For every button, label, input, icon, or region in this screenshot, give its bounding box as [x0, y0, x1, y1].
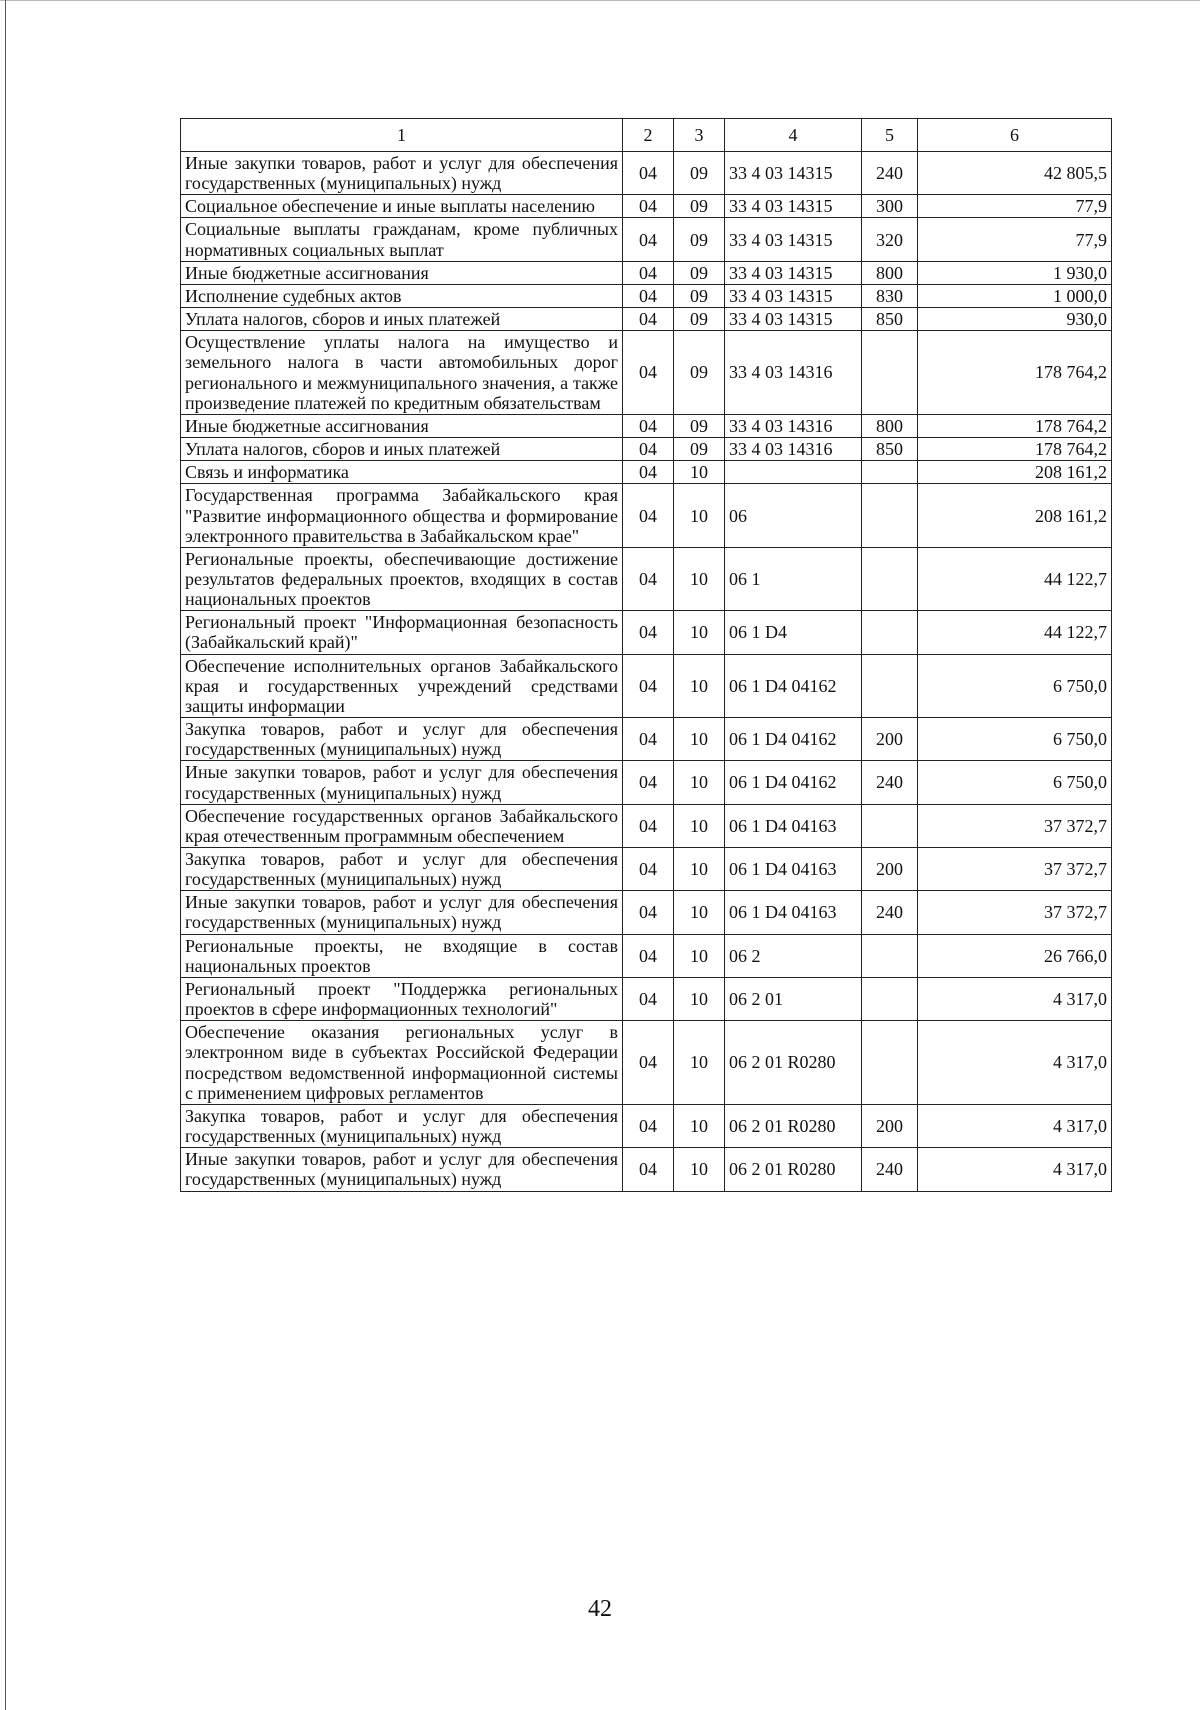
row-expense-type [862, 547, 918, 610]
row-name: Закупка товаров, работ и услуг для обеспечения государственных (муниципальных) нужд [181, 718, 623, 761]
table-body [181, 152, 1112, 1192]
row-target-code: 06 2 01 R0280 [725, 1148, 862, 1191]
table-row [181, 261, 1112, 284]
row-amount: 4 317,0 [918, 977, 1112, 1020]
row-subsection: 09 [674, 414, 725, 437]
row-target-code: 06 1 D4 04162 [725, 718, 862, 761]
row-name: Обеспечение государственных органов Забайкальского края отечественным программным обеспечением [181, 804, 623, 847]
row-name: Иные бюджетные ассигнования [181, 414, 623, 437]
row-amount: 1 000,0 [918, 284, 1112, 307]
table-row [181, 654, 1112, 717]
row-subsection: 09 [674, 261, 725, 284]
row-amount: 37 372,7 [918, 848, 1112, 891]
row-subsection: 10 [674, 611, 725, 654]
row-section: 04 [623, 848, 674, 891]
table-row [181, 977, 1112, 1020]
header-col-6: 6 [918, 119, 1112, 152]
row-target-code: 33 4 03 14315 [725, 308, 862, 331]
row-expense-type [862, 1021, 918, 1105]
row-section: 04 [623, 654, 674, 717]
row-target-code: 06 2 [725, 934, 862, 977]
row-amount: 26 766,0 [918, 934, 1112, 977]
row-amount: 178 764,2 [918, 414, 1112, 437]
row-expense-type: 300 [862, 195, 918, 218]
row-subsection: 10 [674, 484, 725, 547]
row-amount: 77,9 [918, 195, 1112, 218]
row-subsection: 09 [674, 152, 725, 195]
table-row [181, 761, 1112, 804]
row-expense-type [862, 484, 918, 547]
row-target-code: 06 [725, 484, 862, 547]
row-name: Обеспечение оказания региональных услуг в электронном виде в субъектах Российской Федерации посредством ведомственной информационной системы с применением цифровых регламентов [181, 1021, 623, 1105]
row-amount: 4 317,0 [918, 1021, 1112, 1105]
row-amount: 4 317,0 [918, 1104, 1112, 1147]
row-target-code: 33 4 03 14315 [725, 284, 862, 307]
row-section: 04 [623, 761, 674, 804]
row-name: Социальные выплаты гражданам, кроме публичных нормативных социальных выплат [181, 218, 623, 261]
row-section: 04 [623, 438, 674, 461]
row-amount: 44 122,7 [918, 547, 1112, 610]
table-row [181, 195, 1112, 218]
row-name: Региональные проекты, не входящие в состав национальных проектов [181, 934, 623, 977]
row-name: Связь и информатика [181, 461, 623, 484]
row-section: 04 [623, 261, 674, 284]
row-subsection: 09 [674, 331, 725, 415]
row-section: 04 [623, 934, 674, 977]
row-subsection: 10 [674, 848, 725, 891]
table-row [181, 934, 1112, 977]
table-row [181, 547, 1112, 610]
row-section: 04 [623, 718, 674, 761]
table-row [181, 484, 1112, 547]
table-row [181, 1104, 1112, 1147]
row-target-code: 06 1 D4 04162 [725, 654, 862, 717]
row-section: 04 [623, 461, 674, 484]
row-name: Региональный проект "Информационная безопасность (Забайкальский край)" [181, 611, 623, 654]
row-expense-type: 320 [862, 218, 918, 261]
table-row [181, 331, 1112, 415]
table-row [181, 718, 1112, 761]
table-row [181, 461, 1112, 484]
row-target-code: 06 2 01 R0280 [725, 1021, 862, 1105]
row-section: 04 [623, 218, 674, 261]
header-col-4: 4 [725, 119, 862, 152]
row-section: 04 [623, 977, 674, 1020]
row-name: Государственная программа Забайкальского края "Развитие информационного общества и формирование электронного правительства в Забайкальском крае" [181, 484, 623, 547]
row-target-code: 06 1 D4 04163 [725, 848, 862, 891]
row-expense-type: 800 [862, 414, 918, 437]
scan-edge-left [5, 0, 6, 1710]
row-expense-type: 850 [862, 438, 918, 461]
row-name: Иные закупки товаров, работ и услуг для обеспечения государственных (муниципальных) нужд [181, 152, 623, 195]
table-row [181, 1021, 1112, 1105]
row-name: Иные закупки товаров, работ и услуг для обеспечения государственных (муниципальных) нужд [181, 891, 623, 934]
table-header-row [181, 119, 1112, 152]
row-target-code: 33 4 03 14316 [725, 438, 862, 461]
row-expense-type: 850 [862, 308, 918, 331]
row-section: 04 [623, 414, 674, 437]
row-subsection: 10 [674, 654, 725, 717]
row-section: 04 [623, 484, 674, 547]
row-expense-type: 200 [862, 1104, 918, 1147]
row-section: 04 [623, 308, 674, 331]
row-amount: 37 372,7 [918, 891, 1112, 934]
table-row [181, 152, 1112, 195]
row-expense-type [862, 611, 918, 654]
row-section: 04 [623, 611, 674, 654]
row-section: 04 [623, 804, 674, 847]
table-row [181, 804, 1112, 847]
row-amount: 42 805,5 [918, 152, 1112, 195]
row-expense-type [862, 804, 918, 847]
row-expense-type [862, 331, 918, 415]
row-amount: 178 764,2 [918, 331, 1112, 415]
row-target-code: 33 4 03 14315 [725, 218, 862, 261]
row-subsection: 10 [674, 1104, 725, 1147]
row-amount: 1 930,0 [918, 261, 1112, 284]
header-col-1: 1 [181, 119, 623, 152]
row-amount: 37 372,7 [918, 804, 1112, 847]
header-col-3: 3 [674, 119, 725, 152]
row-subsection: 10 [674, 547, 725, 610]
row-expense-type: 800 [862, 261, 918, 284]
row-subsection: 10 [674, 718, 725, 761]
table-row [181, 611, 1112, 654]
row-target-code: 06 1 D4 [725, 611, 862, 654]
table-row [181, 891, 1112, 934]
row-name: Уплата налогов, сборов и иных платежей [181, 438, 623, 461]
row-target-code: 06 2 01 [725, 977, 862, 1020]
row-amount: 4 317,0 [918, 1148, 1112, 1191]
row-subsection: 10 [674, 1148, 725, 1191]
budget-table [180, 118, 1112, 1192]
table-row [181, 308, 1112, 331]
row-target-code: 06 1 D4 04163 [725, 804, 862, 847]
row-subsection: 09 [674, 308, 725, 331]
row-subsection: 10 [674, 977, 725, 1020]
row-section: 04 [623, 1104, 674, 1147]
table-row [181, 438, 1112, 461]
row-subsection: 10 [674, 1021, 725, 1105]
row-subsection: 10 [674, 934, 725, 977]
row-subsection: 10 [674, 761, 725, 804]
header-col-2: 2 [623, 119, 674, 152]
row-target-code: 06 2 01 R0280 [725, 1104, 862, 1147]
row-amount: 77,9 [918, 218, 1112, 261]
scan-edge-top [0, 0, 1200, 7]
row-expense-type [862, 461, 918, 484]
row-subsection: 09 [674, 438, 725, 461]
row-expense-type: 240 [862, 761, 918, 804]
table-row [181, 414, 1112, 437]
row-name: Обеспечение исполнительных органов Забайкальского края и государственных учреждений средствами защиты информации [181, 654, 623, 717]
row-section: 04 [623, 195, 674, 218]
row-target-code: 33 4 03 14316 [725, 414, 862, 437]
header-col-5: 5 [862, 119, 918, 152]
row-expense-type [862, 977, 918, 1020]
row-name: Осуществление уплаты налога на имущество и земельного налога в части автомобильных дорог регионального и межмуниципального значения, а также произведение платежей по кредитным обязательствам [181, 331, 623, 415]
row-amount: 930,0 [918, 308, 1112, 331]
row-section: 04 [623, 891, 674, 934]
row-amount: 178 764,2 [918, 438, 1112, 461]
row-amount: 44 122,7 [918, 611, 1112, 654]
row-name: Региональный проект "Поддержка региональных проектов в сфере информационных технологий" [181, 977, 623, 1020]
row-name: Социальное обеспечение и иные выплаты населению [181, 195, 623, 218]
table-row [181, 848, 1112, 891]
row-amount: 6 750,0 [918, 761, 1112, 804]
row-name: Закупка товаров, работ и услуг для обеспечения государственных (муниципальных) нужд [181, 1104, 623, 1147]
row-subsection: 10 [674, 804, 725, 847]
row-target-code: 33 4 03 14315 [725, 261, 862, 284]
row-subsection: 10 [674, 461, 725, 484]
row-section: 04 [623, 152, 674, 195]
table-row [181, 218, 1112, 261]
row-expense-type: 200 [862, 718, 918, 761]
row-target-code: 33 4 03 14316 [725, 331, 862, 415]
row-name: Иные закупки товаров, работ и услуг для обеспечения государственных (муниципальных) нужд [181, 1148, 623, 1191]
row-subsection: 09 [674, 195, 725, 218]
row-amount: 208 161,2 [918, 461, 1112, 484]
row-name: Закупка товаров, работ и услуг для обеспечения государственных (муниципальных) нужд [181, 848, 623, 891]
row-name: Иные бюджетные ассигнования [181, 261, 623, 284]
table-row [181, 1148, 1112, 1191]
row-amount: 6 750,0 [918, 718, 1112, 761]
row-name: Уплата налогов, сборов и иных платежей [181, 308, 623, 331]
row-target-code: 06 1 [725, 547, 862, 610]
row-expense-type: 200 [862, 848, 918, 891]
row-section: 04 [623, 547, 674, 610]
row-expense-type: 240 [862, 1148, 918, 1191]
row-subsection: 09 [674, 218, 725, 261]
row-section: 04 [623, 331, 674, 415]
row-expense-type: 830 [862, 284, 918, 307]
row-amount: 6 750,0 [918, 654, 1112, 717]
row-target-code: 33 4 03 14315 [725, 152, 862, 195]
row-expense-type [862, 654, 918, 717]
table-row [181, 284, 1112, 307]
row-target-code: 06 1 D4 04163 [725, 891, 862, 934]
row-expense-type: 240 [862, 152, 918, 195]
row-section: 04 [623, 1148, 674, 1191]
row-subsection: 09 [674, 284, 725, 307]
row-expense-type: 240 [862, 891, 918, 934]
row-target-code: 06 1 D4 04162 [725, 761, 862, 804]
row-amount: 208 161,2 [918, 484, 1112, 547]
row-name: Региональные проекты, обеспечивающие достижение результатов федеральных проектов, входящих в состав национальных проектов [181, 547, 623, 610]
row-target-code: 33 4 03 14315 [725, 195, 862, 218]
row-name: Иные закупки товаров, работ и услуг для обеспечения государственных (муниципальных) нужд [181, 761, 623, 804]
row-name: Исполнение судебных актов [181, 284, 623, 307]
row-subsection: 10 [674, 891, 725, 934]
row-expense-type [862, 934, 918, 977]
row-section: 04 [623, 284, 674, 307]
row-section: 04 [623, 1021, 674, 1105]
row-target-code [725, 461, 862, 484]
page-number: 42 [588, 1596, 612, 1622]
